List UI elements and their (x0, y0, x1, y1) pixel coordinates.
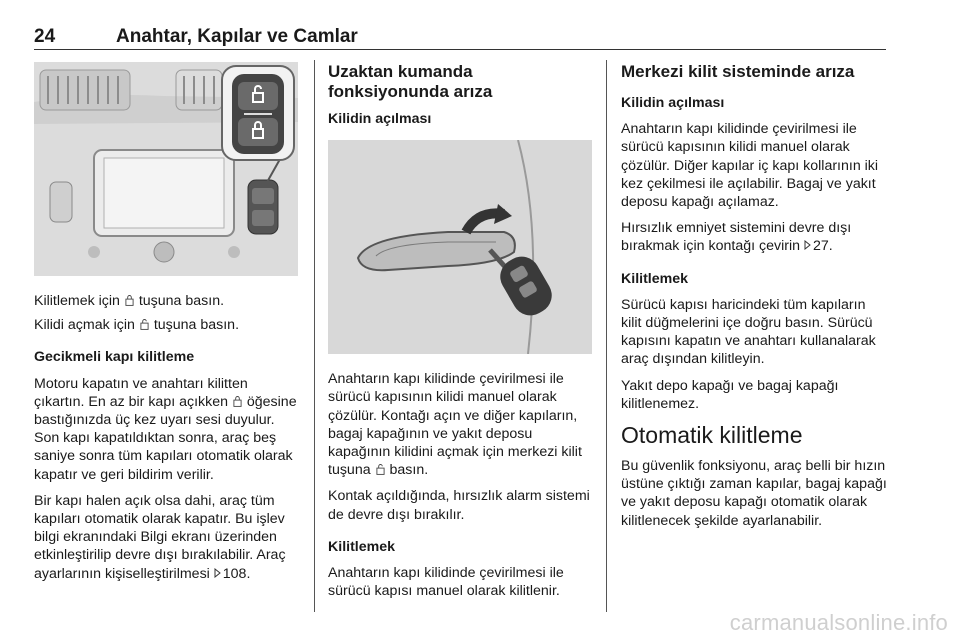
column-divider-2 (606, 60, 607, 612)
column-2 (328, 62, 594, 608)
delayed-locking-heading: Gecikmeli kapı kilitleme (34, 349, 195, 366)
page-reference-link[interactable]: 27. (812, 238, 833, 255)
dashboard-lock-buttons-illustration (34, 62, 298, 276)
header-rule (34, 49, 886, 50)
delayed-locking-text-1: Motoru kapatın ve anahtarı kilitten çıkartın. En az bir kapı açıkken (34, 375, 248, 410)
lock-subheading: Kilitlemek (621, 270, 689, 287)
unlock-icon (140, 317, 149, 331)
page-reference-link[interactable]: 108. (222, 565, 251, 582)
automatic-locking-text: Bu güvenlik fonksiyonu, araç belli bir hızın üstüne çıktığı zaman kapılar, bagaj kapağı ve yakıt deposu kapağı otomatik olarak kilitlenecek şekilde ayarlanabilir. (621, 458, 887, 529)
page-number: 24 (34, 26, 56, 47)
delayed-locking-text-2: öğesine bastığınızda üç kez uyarı sesi duyulur. Son kapı kapatıldıktan sonra, araç beş saniye sonra tüm kapıları otomatik olarak kapatır ve geri bildirim verilir. (34, 393, 297, 483)
remote-lock-text: Anahtarın kapı kilidinde çevirilmesi ile sürücü kapısı manuel olarak kilitlenir. (328, 565, 564, 600)
central-lock-text: Sürücü kapısı haricindeki tüm kapıların kilit düğmelerini içe doğru basın. Sürücü kapısını kapatın ve anahtarı kullanalarak araç dışından kilitleyin. (621, 296, 876, 368)
column-1 (34, 62, 302, 591)
central-unlock-text: Anahtarın kapı kilidinde çevirilmesi ile sürücü kapısının kilidi manuel olarak çözülür. Diğer kapılar iç kapı kollarının iki kez çekilmesi ile açılabilir. Bagaj ve yakıt deposu kapağı açılamaz. (621, 121, 879, 211)
lock-subheading: Kilitlemek (328, 538, 396, 555)
unlock-instruction-prefix: Kilidi açmak için (34, 317, 135, 334)
immobilizer-text: Hırsızlık emniyet sistemini devre dışı bırakmak için kontağı çevirin (621, 220, 852, 255)
page-reference-arrow-icon (214, 568, 221, 578)
unlock-subheading: Kilidin açılması (621, 95, 725, 111)
door-handle-key-illustration (328, 140, 592, 354)
column-3 (621, 62, 889, 538)
lock-icon (233, 394, 242, 408)
fuel-flap-text: Yakıt depo kapağı ve bagaj kapağı kilitlenemez. (621, 377, 839, 412)
auto-close-text: Bir kapı halen açık olsa dahi, araç tüm kapıları otomatik olarak kapatır. Bu işlev bilgi ekranındaki Bilgi ekranı üzerinden etkinleştirilip devre dışı bırakılabilir. Araç ayarlarının kişiselleştirilmesi (34, 492, 286, 582)
remote-failure-heading: Uzaktan kumanda fonksiyonunda arıza (328, 62, 493, 101)
remote-unlock-text-end: basın. (389, 462, 429, 479)
unlock-instruction-suffix: tuşuna basın. (153, 317, 240, 334)
lock-instruction-suffix: tuşuna basın. (138, 293, 225, 309)
automatic-locking-heading: Otomatik kilitleme (621, 422, 803, 449)
page-reference-arrow-icon (804, 240, 811, 250)
unlock-subheading: Kilidin açılması (328, 111, 432, 127)
central-lock-failure-heading: Merkezi kilit sisteminde arıza (621, 62, 855, 81)
unlock-icon (376, 462, 385, 476)
running-title: Anahtar, Kapılar ve Camlar (116, 26, 358, 47)
lock-icon (125, 293, 134, 307)
watermark: carmanualsonline.info (729, 610, 948, 635)
alarm-text: Kontak açıldığında, hırsızlık alarm sistemi de devre dışı bırakılır. (328, 488, 590, 523)
lock-instruction-prefix: Kilitlemek için (34, 293, 120, 309)
page-header (34, 26, 886, 50)
column-divider-1 (314, 60, 315, 612)
remote-unlock-text: Anahtarın kapı kilidinde çevirilmesi ile sürücü kapısının kilidi manuel olarak çözülür. Kontağı açın ve diğer kapıların, bagaj kapağının ve yakıt deposu kapağının kilidini açmak için merkezi kilit tuşuna (328, 371, 582, 479)
